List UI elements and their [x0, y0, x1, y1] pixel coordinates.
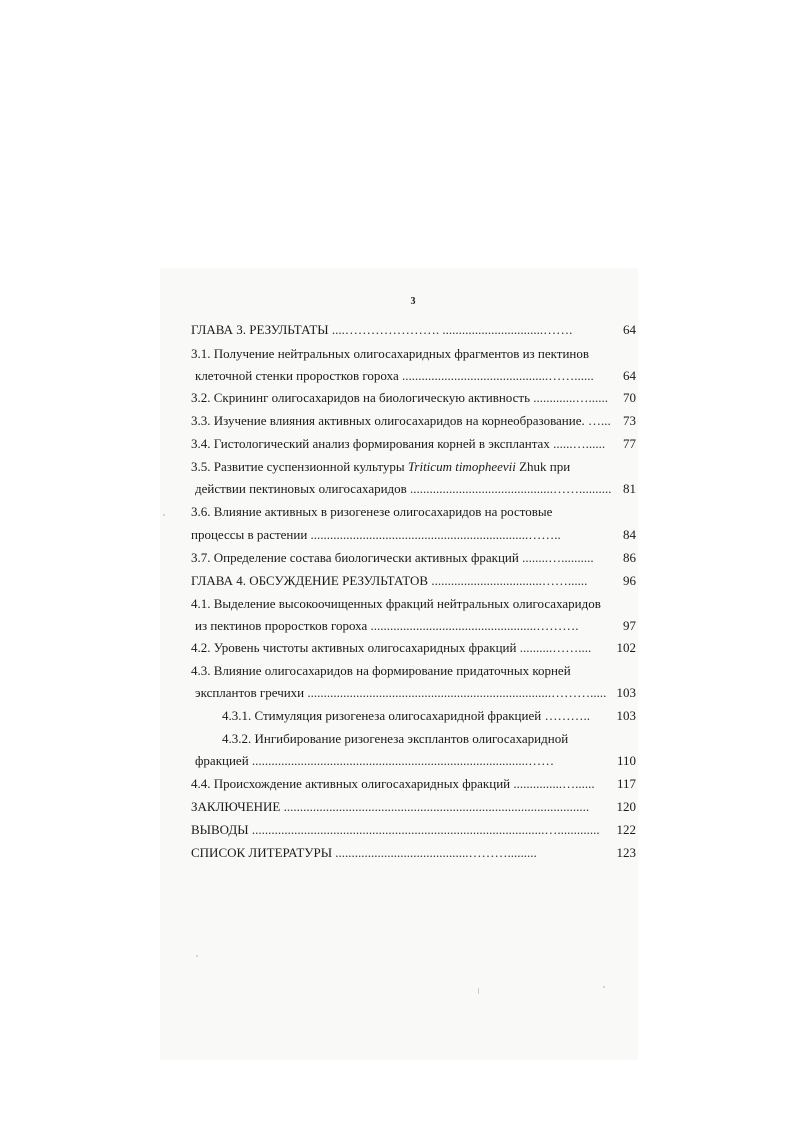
toc-entry-title: эксплантов гречихи: [195, 685, 305, 700]
toc-leader-dots: ........…..........: [518, 550, 594, 565]
toc-entry-3-5-line1[interactable]: [191, 459, 636, 475]
toc-entry-3-7[interactable]: [191, 550, 636, 566]
toc-entry-title: из пектинов проростков гороха: [195, 618, 368, 633]
toc-entry-title: 4.2. Уровень чистоты активных олигосахаридных фракций: [191, 640, 517, 655]
species-name: Triticum timopheevii: [407, 459, 516, 474]
toc-entry-references[interactable]: [191, 845, 636, 861]
toc-entry-title: 4.3.2. Ингибирование ризогенеза эксплантов олигосахаридной: [222, 731, 569, 746]
toc-entry-title: 3.2. Скрининг олигосахаридов на биологическую активность: [191, 390, 531, 405]
toc-entry-4-2[interactable]: [191, 640, 636, 656]
toc-entry-title-tail: Zhuk при: [515, 459, 571, 474]
toc-entry-3-3[interactable]: [191, 413, 636, 429]
toc-entry-title: 4.1. Выделение высокоочищенных фракций нейтральных олигосахаридов: [191, 596, 601, 611]
toc-entry-title: действии пектиновых олигосахаридов: [195, 481, 407, 496]
toc-entry-title: 3.4. Гистологический анализ формирования корней в эксплантах: [191, 436, 550, 451]
toc-entry-title: ГЛАВА 4. ОБСУЖДЕНИЕ РЕЗУЛЬТАТОВ: [191, 573, 429, 588]
page-number: 3: [410, 296, 416, 307]
toc-leader-dots: ....…………………. ...............................…….: [328, 322, 573, 337]
scan-speck: [603, 986, 605, 988]
toc-leader-dots: ......…......: [549, 436, 606, 451]
toc-page-number: 123: [616, 845, 636, 860]
scan-speck: [196, 955, 198, 957]
toc-page-number: 102: [616, 640, 636, 655]
toc-entry-3-1-line1[interactable]: [191, 346, 636, 362]
toc-page-number: 73: [623, 413, 636, 428]
toc-entry-3-2[interactable]: [191, 390, 636, 406]
toc-entry-title: 3.7. Определение состава биологически активных фракций: [191, 550, 519, 565]
toc-entry-title: клеточной стенки проростков гороха: [195, 368, 399, 383]
toc-page-number: 84: [623, 527, 636, 542]
toc-leader-dots: …...: [584, 413, 611, 428]
toc-entry-title: ВЫВОДЫ: [191, 822, 249, 837]
toc-leader-dots: ..........……....: [516, 640, 592, 655]
toc-entry-title: СПИСОК ЛИТЕРАТУРЫ: [191, 845, 333, 860]
toc-entry-4-3-line2[interactable]: [195, 685, 636, 701]
toc-leader-dots: ...........................................................................……….....: [304, 685, 607, 700]
toc-entry-4-3-line1[interactable]: [191, 663, 636, 679]
toc-leader-dots: .....................................................................................……: [248, 753, 555, 768]
toc-entry-title: фракцией: [195, 753, 249, 768]
toc-entry-title: 3.5. Развитие суспензионной культуры: [191, 459, 408, 474]
toc-leader-dots: ..........................................................................................….............: [248, 822, 600, 837]
toc-entry-title: 3.1. Получение нейтральных олигосахаридных фрагментов из пектинов: [191, 346, 590, 361]
toc-page-number: 70: [623, 390, 636, 405]
toc-leader-dots: ............................................……..........: [406, 481, 612, 496]
toc-leader-dots: .............................................……......: [398, 368, 594, 383]
toc-entry-3-4[interactable]: [191, 436, 636, 452]
toc-entry-3-5-line2[interactable]: [195, 481, 636, 497]
toc-page-number: 64: [623, 368, 636, 383]
toc-entry-title: 3.3. Изучение влияния активных олигосахаридов на корнеобразование.: [191, 413, 585, 428]
toc-page-number: 103: [616, 685, 636, 700]
toc-page-number: 64: [623, 322, 636, 337]
toc-leader-dots: .........................................……….........: [332, 845, 537, 860]
toc-entry-conclusion[interactable]: [191, 799, 636, 815]
toc-entry-chapter-3[interactable]: [191, 322, 636, 338]
toc-page-number: 110: [616, 753, 636, 768]
toc-entry-3-6-line2[interactable]: [191, 527, 636, 543]
toc-entry-title: ГЛАВА 3. РЕЗУЛЬТАТЫ: [191, 322, 329, 337]
toc-page-number: 81: [623, 481, 636, 496]
toc-leader-dots: ..................................……......: [428, 573, 588, 588]
toc-entry-4-3-2-line1[interactable]: [222, 731, 636, 747]
toc-page-number: 120: [616, 799, 636, 814]
toc-page-number: 117: [616, 776, 636, 791]
toc-entry-4-1-line1[interactable]: [191, 596, 636, 612]
toc-leader-dots: ...................................................……….: [367, 618, 579, 633]
toc-leader-dots: ...............…......: [510, 776, 595, 791]
toc-entry-title: ЗАКЛЮЧЕНИЕ: [191, 799, 281, 814]
toc-entry-title: 4.3.1. Стимуляция ризогенеза олигосахаридной фракцией: [222, 708, 542, 723]
toc-leader-dots: ..............................................................................................: [280, 799, 590, 814]
toc-entry-chapter-4[interactable]: [191, 573, 636, 589]
toc-entry-4-3-2-line2[interactable]: [195, 753, 636, 769]
toc-page-number: 122: [616, 822, 636, 837]
scan-speck: [163, 514, 165, 516]
toc-leader-dots: .............…......: [530, 390, 609, 405]
toc-entry-title: 3.6. Влияние активных в ризогенезе олигосахаридов на ростовые: [191, 504, 553, 519]
toc-page-number: 103: [616, 708, 636, 723]
toc-page-number: 86: [623, 550, 636, 565]
toc-entry-3-6-line1[interactable]: [191, 504, 636, 520]
toc-page-number: 77: [623, 436, 636, 451]
toc-leader-dots: ...................................................................……..: [307, 527, 561, 542]
toc-entry-4-1-line2[interactable]: [195, 618, 636, 634]
toc-entry-title: 4.4. Происхождение активных олигосахаридных фракций: [191, 776, 511, 791]
toc-entry-title: 4.3. Влияние олигосахаридов на формирование придаточных корней: [191, 663, 571, 678]
toc-entry-title: процессы в растении: [191, 527, 308, 542]
scan-speck: [478, 988, 479, 994]
toc-entry-3-1-line2[interactable]: [195, 368, 636, 384]
toc-entry-4-4[interactable]: [191, 776, 636, 792]
toc-page-number: 97: [623, 618, 636, 633]
toc-leader-dots: ………..: [541, 708, 590, 723]
toc-entry-findings[interactable]: [191, 822, 636, 838]
toc-entry-4-3-1[interactable]: [222, 708, 636, 724]
toc-page-number: 96: [623, 573, 636, 588]
